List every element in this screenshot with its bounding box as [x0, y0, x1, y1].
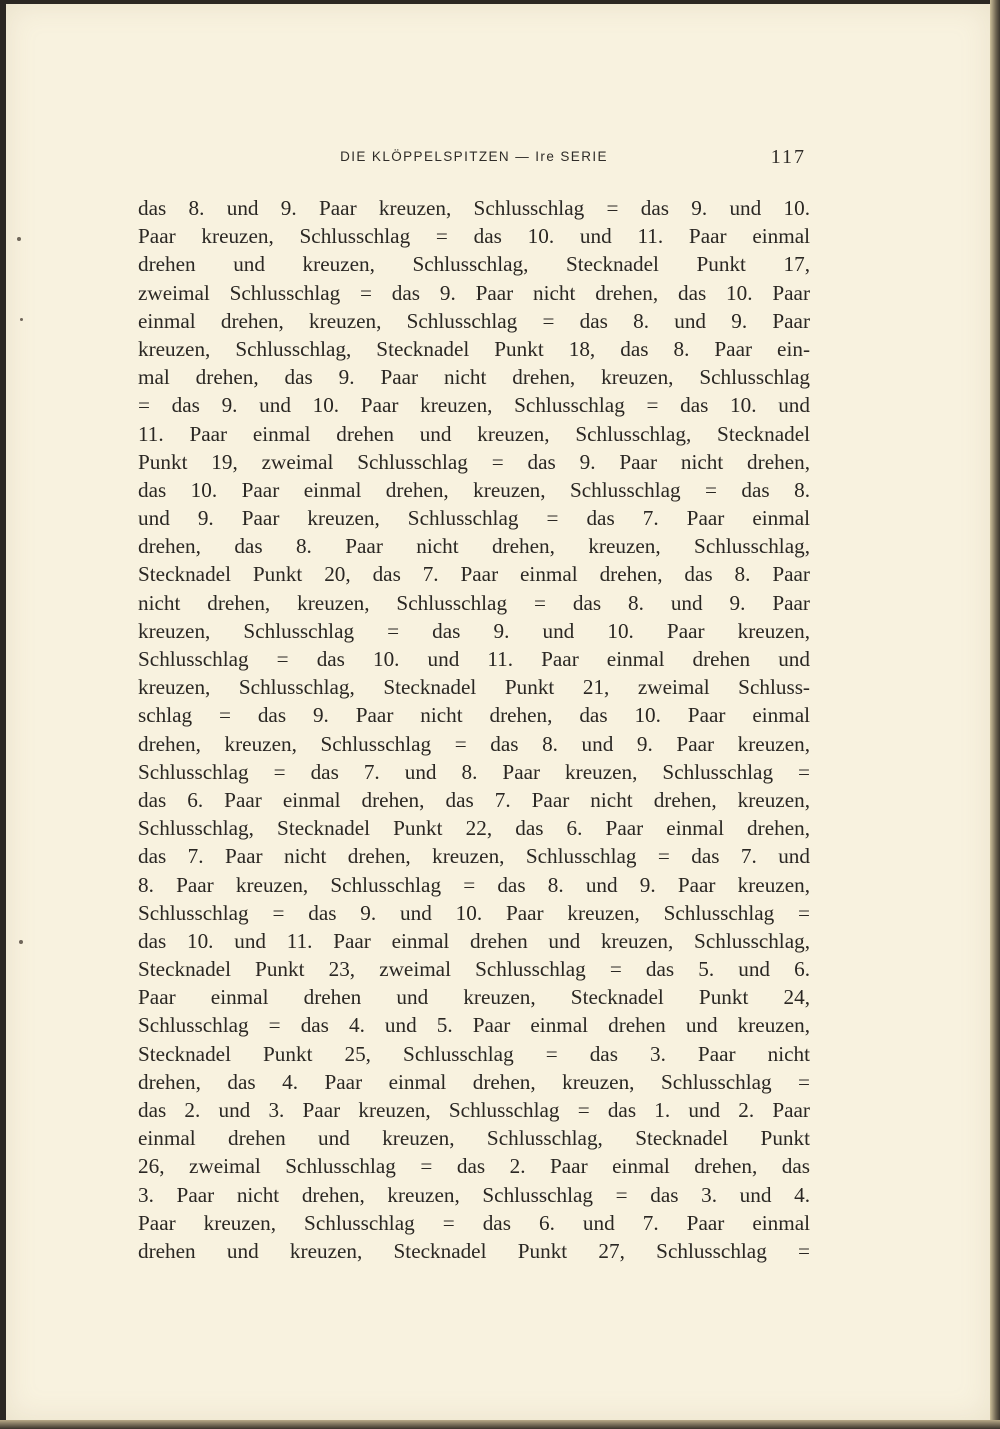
text-line: das 8. und 9. Paar kreuzen, Schlusschlag = das 9. und 10. [138, 196, 810, 220]
text-line: zweimal Schlusschlag = das 9. Paar nicht drehen, das 10. Paar [138, 280, 810, 305]
text-line: das 10. und 11. Paar einmal drehen und kreuzen, Schlusschlag, [138, 928, 810, 953]
text-line: drehen, das 4. Paar einmal drehen, kreuzen, Schlusschlag = [138, 1069, 810, 1094]
text-line: das 10. Paar einmal drehen, kreuzen, Schlusschlag = das 8. [138, 477, 810, 502]
text-line: Schlusschlag = das 10. und 11. Paar einmal drehen und [138, 647, 810, 671]
text-line: 26, zweimal Schlusschlag = das 2. Paar einmal drehen, das [138, 1154, 810, 1179]
text-line: Punkt 19, zweimal Schlusschlag = das 9. Paar nicht drehen, [138, 449, 810, 474]
margin-speck [19, 940, 23, 944]
text-line: Schlusschlag = das 7. und 8. Paar kreuzen, Schlusschlag = [138, 759, 810, 784]
margin-speck [20, 318, 23, 321]
text-line: einmal drehen und kreuzen, Schlusschlag, Stecknadel Punkt [138, 1126, 810, 1151]
text-line: Stecknadel Punkt 23, zweimal Schlusschlag = das 5. und 6. [138, 957, 810, 982]
text-line: Stecknadel Punkt 25, Schlusschlag = das 3. Paar nicht [138, 1041, 810, 1066]
text-line: einmal drehen, kreuzen, Schlusschlag = das 8. und 9. Paar [138, 308, 810, 333]
text-line: Paar kreuzen, Schlusschlag = das 10. und 11. Paar einmal [138, 224, 810, 249]
running-head: DIE KLÖPPELSPITZEN — Ire SERIE [340, 149, 608, 164]
body-text [138, 194, 810, 1265]
text-line: 3. Paar nicht drehen, kreuzen, Schlusschlag = das 3. und 4. [138, 1182, 810, 1207]
text-line: das 2. und 3. Paar kreuzen, Schlusschlag = das 1. und 2. Paar [138, 1098, 810, 1122]
text-line: drehen und kreuzen, Stecknadel Punkt 27, Schlusschlag = [138, 1238, 810, 1263]
page-edge-right [990, 0, 1000, 1429]
text-line: Schlusschlag, Stecknadel Punkt 22, das 6. Paar einmal drehen, [138, 816, 810, 841]
text-line: 8. Paar kreuzen, Schlusschlag = das 8. und 9. Paar kreuzen, [138, 872, 810, 897]
text-line: kreuzen, Schlusschlag = das 9. und 10. Paar kreuzen, [138, 618, 810, 643]
text-line: mal drehen, das 9. Paar nicht drehen, kreuzen, Schlusschlag [138, 365, 810, 390]
text-line: drehen, das 8. Paar nicht drehen, kreuzen, Schlusschlag, [138, 534, 810, 559]
text-line: Schlusschlag = das 4. und 5. Paar einmal drehen und kreuzen, [138, 1013, 810, 1038]
text-line: schlag = das 9. Paar nicht drehen, das 10. Paar einmal [138, 703, 810, 728]
margin-speck [17, 237, 21, 241]
text-line: drehen, kreuzen, Schlusschlag = das 8. und 9. Paar kreuzen, [138, 731, 810, 756]
text-line: = das 9. und 10. Paar kreuzen, Schlusschlag = das 10. und [138, 393, 810, 418]
text-line: das 7. Paar nicht drehen, kreuzen, Schlusschlag = das 7. und [138, 844, 810, 869]
text-line: und 9. Paar kreuzen, Schlusschlag = das 7. Paar einmal [138, 506, 810, 531]
text-line: kreuzen, Schlusschlag, Stecknadel Punkt 21, zweimal Schluss- [138, 675, 810, 700]
page-header [138, 146, 810, 176]
text-line: nicht drehen, kreuzen, Schlusschlag = das 8. und 9. Paar [138, 590, 810, 615]
text-line: Schlusschlag = das 9. und 10. Paar kreuzen, Schlusschlag = [138, 900, 810, 925]
text-line: 11. Paar einmal drehen und kreuzen, Schlusschlag, Stecknadel [138, 421, 810, 446]
text-line: Paar einmal drehen und kreuzen, Stecknadel Punkt 24, [138, 985, 810, 1010]
text-line: Stecknadel Punkt 20, das 7. Paar einmal drehen, das 8. Paar [138, 562, 810, 587]
text-line: Paar kreuzen, Schlusschlag = das 6. und 7. Paar einmal [138, 1210, 810, 1235]
text-line: das 6. Paar einmal drehen, das 7. Paar nicht drehen, kreuzen, [138, 787, 810, 812]
page-number: 117 [770, 146, 806, 168]
page-edge-bottom [0, 1420, 1000, 1429]
text-line: kreuzen, Schlusschlag, Stecknadel Punkt 18, das 8. Paar ein- [138, 336, 810, 361]
text-line: drehen und kreuzen, Schlusschlag, Stecknadel Punkt 17, [138, 252, 810, 277]
